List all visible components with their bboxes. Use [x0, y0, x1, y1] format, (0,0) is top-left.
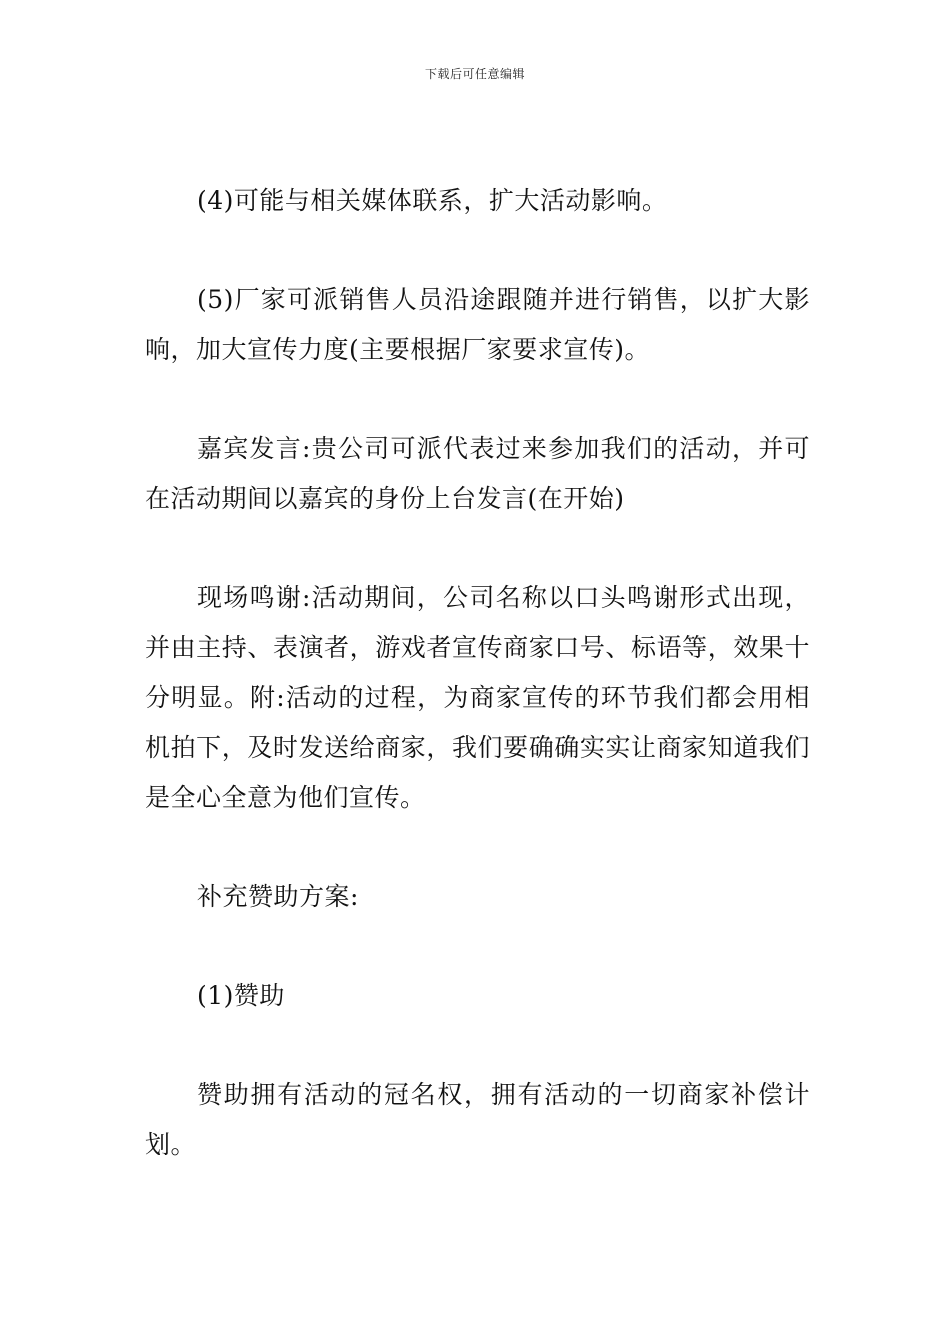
- paragraph-sponsorship-item: (1)赞助: [197, 981, 285, 1010]
- paragraph-sponsorship-rights: 赞助拥有活动的冠名权，拥有活动的一切商家补偿计划。: [145, 1080, 810, 1159]
- paragraph-media-contact: (4)可能与相关媒体联系，扩大活动影响。: [197, 186, 668, 215]
- paragraph-guest-speech: 嘉宾发言:贵公司可派代表过来参加我们的活动，并可在活动期间以嘉宾的身份上台发言(在开始): [145, 434, 810, 513]
- page-header: 下载后可任意编辑: [424, 67, 525, 81]
- paragraph-supplementary-plan-heading: 补充赞助方案:: [197, 882, 359, 911]
- document-body: [145, 176, 810, 1170]
- paragraph-onsite-thanks: 现场鸣谢:活动期间，公司名称以口头鸣谢形式出现，并由主持、表演者，游戏者宣传商家口号、标语等，效果十分明显。附:活动的过程，为商家宣传的环节我们都会用相机拍下，及时发送给商家，我们要确确实实让商家知道我们是全心全意为他们宣传。: [145, 583, 810, 812]
- paragraph-sales-staff: (5)厂家可派销售人员沿途跟随并进行销售，以扩大影响，加大宣传力度(主要根据厂家要求宣传)。: [145, 285, 810, 364]
